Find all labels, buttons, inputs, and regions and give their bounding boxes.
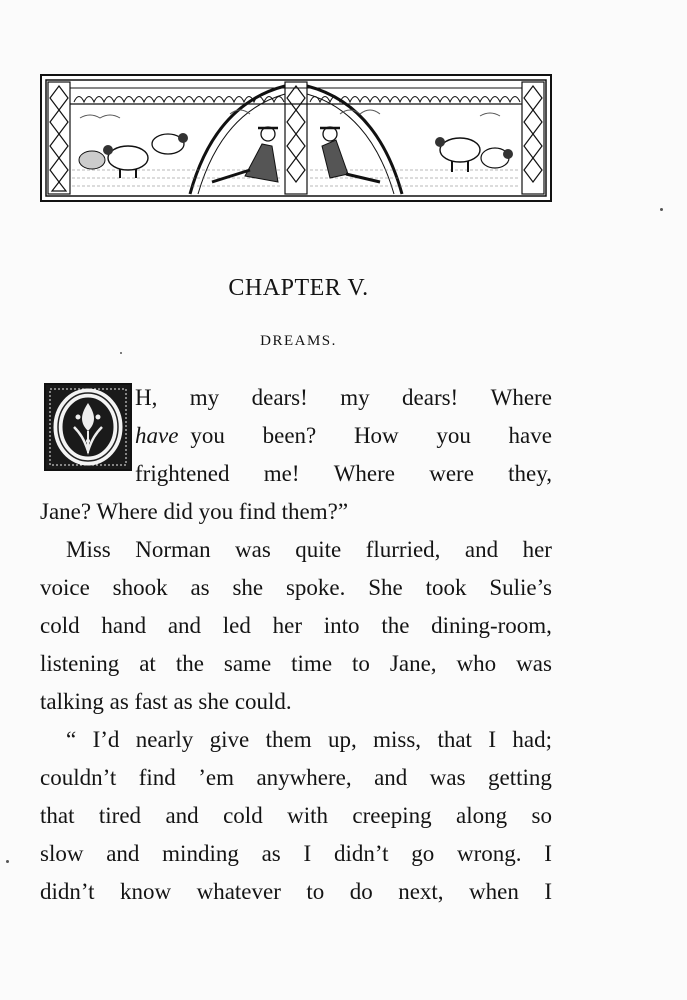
- page-speck: [6, 860, 9, 863]
- word: they,: [508, 461, 552, 486]
- word: Jane,: [389, 651, 437, 676]
- word: slow: [40, 841, 84, 866]
- word: getting: [488, 765, 552, 790]
- line-text: Jane? Where did you find them?”: [40, 499, 349, 524]
- word: into: [323, 613, 360, 638]
- word: voice: [40, 575, 90, 600]
- word: dears!: [251, 385, 308, 410]
- word: know: [120, 879, 172, 904]
- text-line: [40, 607, 552, 645]
- word: Where: [490, 385, 552, 410]
- word: and: [106, 841, 140, 866]
- word: took: [425, 575, 467, 600]
- line-text: [66, 531, 552, 569]
- word: Where: [333, 461, 396, 486]
- word: I: [303, 841, 312, 866]
- line-text: [40, 607, 552, 645]
- word: her: [522, 537, 552, 562]
- word: had;: [512, 727, 552, 752]
- word: spoke.: [285, 575, 346, 600]
- word: ’em: [198, 765, 234, 790]
- word: so: [531, 803, 552, 828]
- word: been?: [262, 423, 317, 448]
- line-text: [66, 721, 552, 759]
- word: them: [265, 727, 312, 752]
- page-speck: [660, 208, 663, 211]
- word: the: [381, 613, 410, 638]
- word: she: [232, 575, 264, 600]
- word: Miss: [66, 537, 111, 562]
- word: me!: [263, 461, 300, 486]
- word: She: [368, 575, 403, 600]
- text-line: [40, 569, 552, 607]
- paragraph-3: [40, 721, 552, 911]
- page-speck: [120, 352, 122, 354]
- word: give: [209, 727, 250, 752]
- word: creeping: [352, 803, 432, 828]
- italic-word: have: [135, 423, 179, 448]
- line-text: [135, 455, 552, 493]
- line-text: [40, 797, 552, 835]
- word: “: [66, 727, 77, 752]
- word: was: [429, 765, 466, 790]
- word: at: [139, 651, 156, 676]
- word: have: [508, 423, 552, 448]
- line-text: [40, 835, 552, 873]
- word: the: [175, 651, 204, 676]
- line-text: [40, 873, 552, 911]
- text-line: [40, 645, 552, 683]
- word: who: [456, 651, 497, 676]
- word: that: [40, 803, 75, 828]
- line-text: [40, 569, 552, 607]
- dropcap-ornament: [44, 383, 132, 471]
- word: cold: [40, 613, 80, 638]
- text-line: [40, 531, 552, 569]
- word: didn’t: [333, 841, 389, 866]
- word: Sulie’s: [489, 575, 552, 600]
- word: dining-room,: [431, 613, 552, 638]
- text-line: [40, 835, 552, 873]
- word: How: [353, 423, 399, 448]
- word: listening: [40, 651, 120, 676]
- word: quite: [295, 537, 342, 562]
- word: flurried,: [365, 537, 441, 562]
- word: and: [374, 765, 408, 790]
- word: time: [291, 651, 333, 676]
- line-text: [40, 759, 552, 797]
- word: do: [349, 879, 373, 904]
- text-line: [40, 797, 552, 835]
- chapter-title: DREAMS.: [260, 333, 337, 349]
- word: Norman: [135, 537, 211, 562]
- word: next,: [398, 879, 444, 904]
- word: I’d: [92, 727, 120, 752]
- word: my: [189, 385, 220, 410]
- text-line: [40, 873, 552, 911]
- word: anywhere,: [256, 765, 352, 790]
- body-text: [40, 379, 552, 911]
- word: didn’t: [40, 879, 95, 904]
- word: and: [165, 803, 199, 828]
- word: frightened: [135, 461, 230, 486]
- word: her: [272, 613, 303, 638]
- word: hand: [101, 613, 147, 638]
- word: up,: [328, 727, 357, 752]
- word: find: [138, 765, 176, 790]
- word: that: [437, 727, 472, 752]
- word: wrong.: [456, 841, 522, 866]
- line-text: talking as fast as she could.: [40, 689, 292, 714]
- word: you: [190, 423, 225, 448]
- word: go: [411, 841, 435, 866]
- word: were: [429, 461, 474, 486]
- word: shook: [112, 575, 168, 600]
- word: H,: [135, 385, 158, 410]
- word: with: [287, 803, 328, 828]
- chapter-heading: CHAPTER V.: [228, 275, 369, 301]
- word: I: [488, 727, 496, 752]
- text-line: [40, 721, 552, 759]
- word: to: [306, 879, 325, 904]
- chapter-header-illustration: [40, 74, 552, 202]
- text-line: [40, 493, 552, 531]
- word: I: [544, 879, 552, 904]
- word: minding: [162, 841, 239, 866]
- word: couldn’t: [40, 765, 117, 790]
- word: was: [516, 651, 552, 676]
- word: was: [235, 537, 271, 562]
- word: whatever: [196, 879, 281, 904]
- word: when: [469, 879, 519, 904]
- word: miss,: [373, 727, 422, 752]
- word: tired: [98, 803, 142, 828]
- word: and: [167, 613, 202, 638]
- word: same: [223, 651, 272, 676]
- word: as: [261, 841, 281, 866]
- paragraph-2: [40, 531, 552, 721]
- word: and: [464, 537, 499, 562]
- word: cold: [223, 803, 263, 828]
- word: you: [436, 423, 471, 448]
- word: I: [544, 841, 552, 866]
- word: along: [456, 803, 508, 828]
- text-line: [40, 759, 552, 797]
- text-line: [40, 683, 552, 721]
- paragraph-1: [40, 379, 552, 531]
- line-text: [190, 417, 552, 455]
- word: as: [190, 575, 210, 600]
- line-text: [40, 645, 552, 683]
- word: my: [340, 385, 370, 410]
- word: nearly: [135, 727, 194, 752]
- word: dears!: [402, 385, 459, 410]
- word: to: [352, 651, 370, 676]
- line-text: [135, 379, 552, 417]
- word: led: [222, 613, 251, 638]
